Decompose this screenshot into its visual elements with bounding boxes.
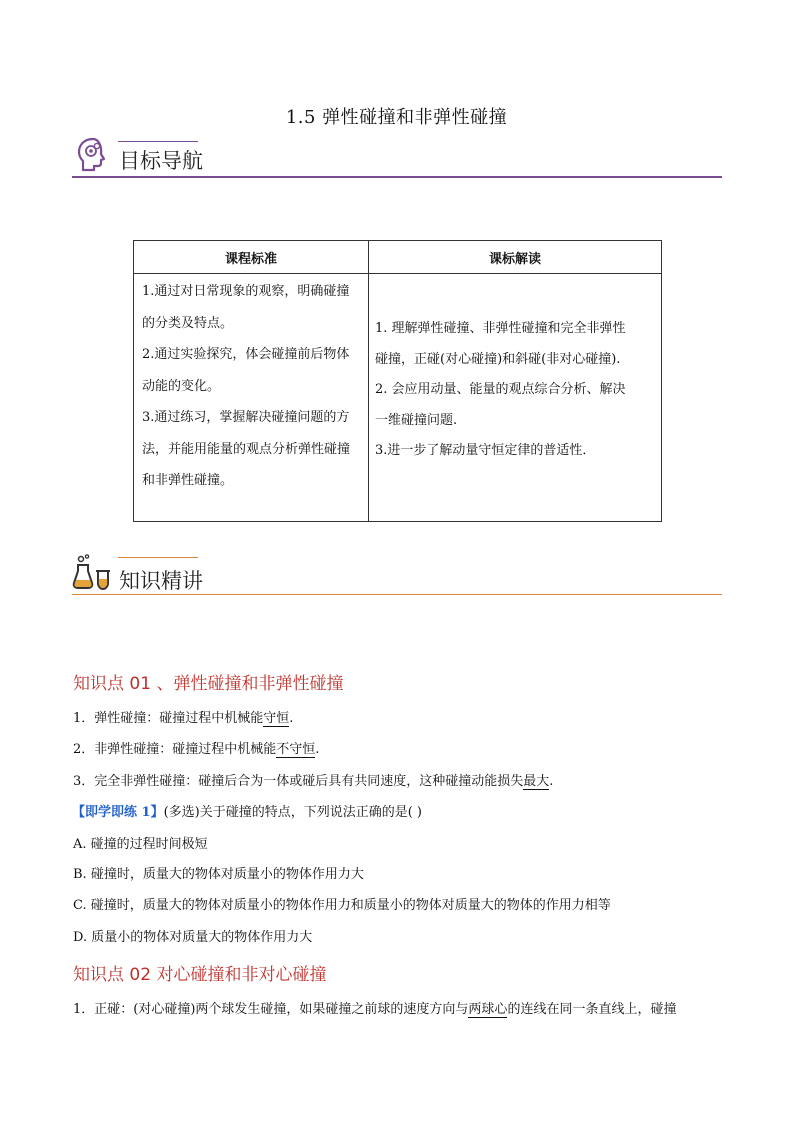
practice-question — [72, 801, 422, 820]
question-text: (多选)关于碰撞的特点，下列说法正确的是( ) — [163, 805, 422, 820]
practice-tag: 【即学即练 1】 — [72, 805, 164, 820]
section-divider — [72, 594, 722, 595]
item-text: 1．弹性碰撞：碰撞过程中机械能 — [73, 711, 264, 726]
item-text: . — [549, 774, 554, 789]
section-title-goals: 目标导航 — [119, 149, 203, 173]
knowledge-item — [73, 738, 319, 757]
table-header-row — [134, 241, 662, 274]
item-text: 的连线在同一条直线上，碰撞 — [507, 1002, 677, 1017]
document-title: 1.5 弹性碰撞和非弹性碰撞 — [285, 107, 508, 128]
knowledge-point-heading: 知识点 02 对心碰撞和非对心碰撞 — [73, 965, 327, 985]
knowledge-item — [73, 707, 293, 726]
table-header: 课标解读 — [369, 241, 662, 274]
table-line: 动能的变化。 — [142, 378, 221, 394]
table-line: 一维碰撞问题. — [375, 412, 458, 428]
underlined-answer: 不守恒 — [276, 742, 316, 757]
underlined-answer: 守恒 — [263, 711, 290, 726]
table-cell-interpretation — [369, 274, 662, 522]
section-title-knowledge: 知识精讲 — [119, 569, 203, 593]
item-text: . — [289, 711, 294, 726]
table-line: 碰撞，正碰(对心碰撞)和斜碰(非对心碰撞). — [375, 351, 621, 367]
section-accent-line — [118, 557, 198, 558]
table-line: 法，并能用能量的观点分析弹性碰撞 — [142, 441, 351, 457]
table-line: 和非弹性碰撞。 — [142, 473, 234, 488]
item-text: 2．非弹性碰撞：碰撞过程中机械能 — [73, 742, 277, 757]
knowledge-point-heading: 知识点 01 、弹性碰撞和非弹性碰撞 — [73, 674, 344, 694]
answer-option: A. 碰撞的过程时间极短 — [73, 837, 208, 852]
section-accent-line — [118, 141, 198, 142]
table-line: 2.通过实验探究，体会碰撞前后物体 — [142, 347, 350, 362]
item-text: . — [315, 742, 320, 757]
underlined-answer: 最大 — [523, 774, 550, 789]
item-text: 1．正碰：(对心碰撞)两个球发生碰撞，如果碰撞之前球的速度方向与 — [73, 1002, 469, 1017]
table-line: 3.通过练习，掌握解决碰撞问题的方 — [142, 410, 350, 425]
standards-table — [133, 240, 662, 522]
answer-option: D. 质量小的物体对质量大的物体作用力大 — [73, 930, 313, 945]
answer-option: B. 碰撞时，质量大的物体对质量小的物体作用力大 — [73, 867, 364, 882]
table-line: 1. 理解弹性碰撞、非弹性碰撞和完全非弹性 — [375, 321, 626, 336]
table-cell-standards — [134, 274, 369, 522]
table-header: 课程标准 — [134, 241, 369, 274]
table-row — [134, 274, 662, 522]
item-text: 3．完全非弹性碰撞：碰撞后合为一体或碰后具有共同速度，这种碰撞动能损失 — [73, 774, 524, 789]
table-line: 3.进一步了解动量守恒定律的普适性． — [375, 443, 596, 458]
table-line: 的分类及特点。 — [142, 315, 234, 331]
knowledge-item — [73, 998, 676, 1017]
answer-option: C. 碰撞时，质量大的物体对质量小的物体作用力和质量小的物体对质量大的物体的作用力相等 — [73, 898, 611, 913]
knowledge-item — [73, 770, 553, 789]
lab-flask-icon — [72, 553, 112, 593]
underlined-answer: 两球心 — [468, 1002, 508, 1017]
table-line: 1.通过对日常现象的观察，明确碰撞 — [142, 284, 350, 299]
brain-gears-icon — [74, 136, 112, 174]
section-divider — [72, 176, 722, 178]
table-line: 2. 会应用动量、能量的观点综合分析、解决 — [375, 382, 626, 397]
